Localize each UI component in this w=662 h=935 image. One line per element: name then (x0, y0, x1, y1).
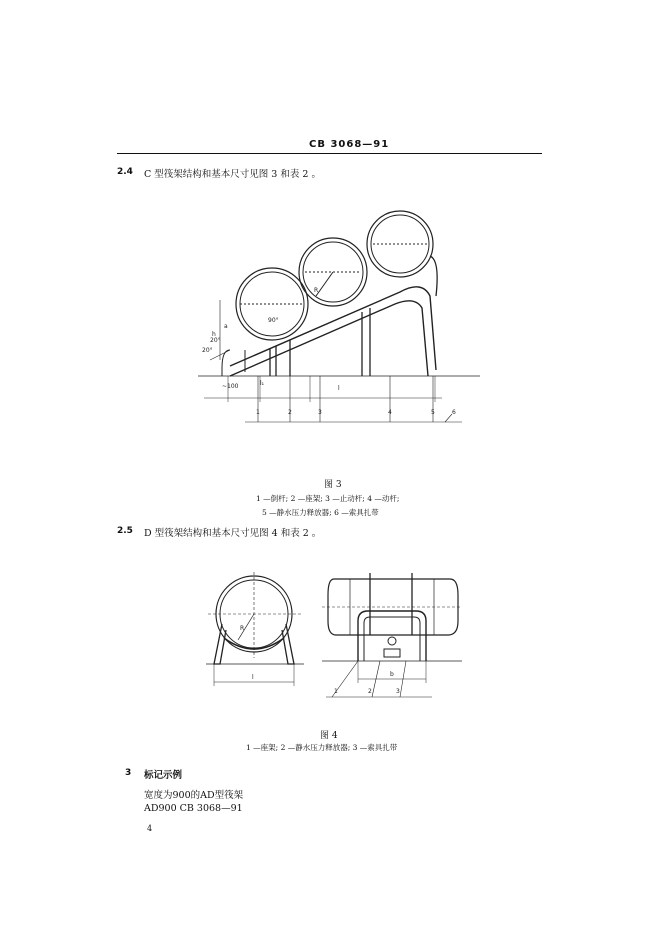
dim-label-a: a (224, 323, 228, 330)
section-3-number: 3 (125, 768, 132, 778)
standard-code: CB 3068—91 (309, 139, 390, 150)
figure-4-caption: 图 4 (320, 731, 338, 741)
example-line-1: 宽度为900的AD型筏架 (144, 790, 244, 801)
figure-3-drawing (190, 200, 490, 430)
part-label-2: 2 (288, 409, 292, 416)
header-rule (117, 153, 542, 154)
section-2-4-number: 2.4 (117, 167, 133, 177)
dim-label-angle-left: 20° (202, 347, 213, 354)
section-2-5-number: 2.5 (117, 526, 133, 536)
fig4-dim-label-b: b (390, 671, 394, 678)
canister-2 (299, 238, 367, 306)
dim-label-r: R (314, 287, 319, 294)
fig4-part-label-2: 2 (368, 688, 372, 695)
dim-label-angle-small: 20° (210, 337, 221, 344)
rack-rail-upper (230, 287, 436, 370)
part-label-3: 3 (318, 409, 322, 416)
dim-label-h: h (212, 331, 216, 338)
fig4-part-label-3: 3 (396, 688, 400, 695)
end-bracket (430, 256, 437, 296)
fig4-dim-label-r: R (240, 625, 245, 632)
fig4-part-label-1: 1 (334, 688, 338, 695)
fig4-dim-label-l: l (252, 674, 254, 681)
part-label-5: 5 (431, 409, 435, 416)
section-2-4-text: C 型筏架结构和基本尺寸见图 3 和表 2 。 (144, 169, 321, 180)
part-label-1: 1 (256, 409, 260, 416)
figure-3-leaders (245, 376, 462, 422)
dim-label-100: ~100 (222, 383, 239, 390)
section-2-5-text: D 型筏架结构和基本尺寸见图 4 和表 2 。 (144, 528, 322, 539)
figure-4-side-view (200, 568, 310, 708)
figure-3-caption: 图 3 (324, 480, 342, 490)
example-line-2: AD900 CB 3068—91 (144, 803, 243, 814)
dim-label-l1: l₁ (260, 380, 265, 387)
front-bracket (222, 350, 230, 376)
canister-1 (236, 268, 308, 340)
part-label-6: 6 (452, 409, 456, 416)
figure-3-legend-line-2: 5 —静水压力释放器; 6 —索具扎带 (262, 508, 379, 517)
page-number: 4 (147, 824, 153, 833)
figure-3-legend-line-1: 1 —倒杆; 2 —座架; 3 —止动杆; 4 —动杆; (256, 494, 400, 503)
figure-4-front-view (322, 565, 462, 710)
canister-3 (367, 211, 433, 277)
part-label-4: 4 (388, 409, 392, 416)
dim-label-90: 90° (268, 317, 279, 324)
figure-4-legend: 1 —座架; 2 —静水压力释放器; 3 —索具扎带 (246, 743, 398, 752)
dim-label-l: l (338, 385, 340, 392)
section-3-title: 标记示例 (144, 770, 183, 781)
